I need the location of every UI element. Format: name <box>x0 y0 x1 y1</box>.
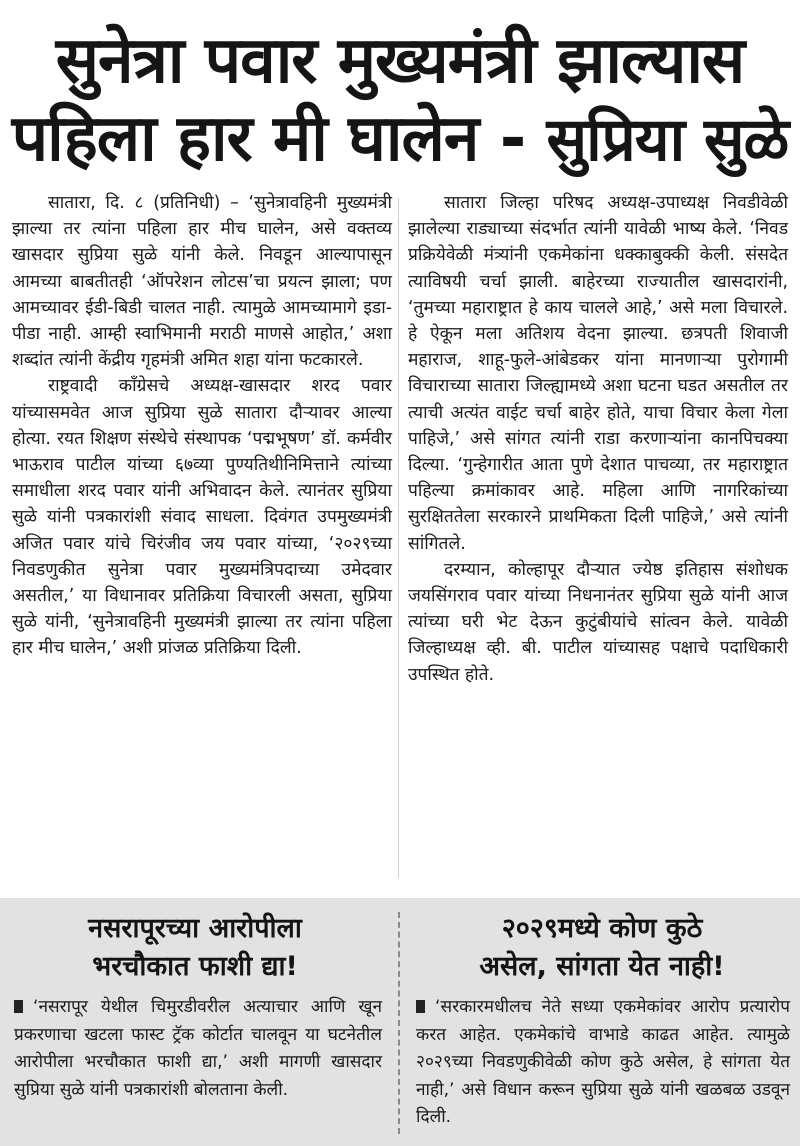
headline-line-2-main: पहिला हार मी घालेन - <box>11 102 547 177</box>
article-paragraph: दरम्यान, कोल्हापूर दौऱ्यात ज्येष्ठ इतिहास संशोधक जयसिंगराव पवार यांच्या निधनानंतर सुप्रिया सुळे यांनी आज त्यांच्या घरी भेट देऊन कुटुंबीयांचे सांत्वन केले. यावेळी जिल्हाध्यक्ष व्ही. बी. पाटील यांच्यासह पक्षाचे पदाधिकारी उपस्थित होते. <box>408 559 788 685</box>
article-column-left <box>12 190 392 662</box>
sidebar-box-title <box>0 910 390 986</box>
headline-line-2 <box>0 100 800 178</box>
square-bullet-icon <box>14 1000 23 1013</box>
article-paragraph: राष्ट्रवादी काँग्रेसचे अध्यक्ष-खासदार शरद पवार यांच्यासमवेत आज सुप्रिया सुळे सातारा दौऱ्यावर आल्या होत्या. रयत शिक्षण संस्थेचे संस्थापक ‘पद्मभूषण’ डॉ. कर्मवीर भाऊराव पाटील यांच्या ६७व्या पुण्यतिथीनिमित्ताने त्यांच्या समाधीला शरद पवार यांनी अभिवादन केले. त्यानंतर सुप्रिया सुळे यांनी पत्रकारांशी संवाद साधला. दिवंगत उपमुख्यमंत्री अजित पवार यांचे चिरंजीव जय पवार यांच्या, ‘२०२९च्या निवडणुकीत सुनेत्रा पवार मुख्यमंत्रिपदाच्या उमेदवार असतील,’ या विधानावर प्रतिक्रिया विचारली असता, सुप्रिया सुळे यांनी, ‘सुनेत्रावहिनी मुख्यमंत्री झाल्या तर त्यांना पहिला हार मीच घालेन,’ अशी प्रांजळ प्रतिक्रिया दिली. <box>12 376 392 659</box>
headline-byline-name: सुप्रिया सुळे <box>546 105 789 176</box>
square-bullet-icon <box>416 1000 425 1013</box>
headline <box>0 22 800 178</box>
sidebar-box-title-line: नसरापूरच्या आरोपीला <box>88 913 302 944</box>
sidebar-box-body <box>416 994 790 1132</box>
sidebar-box-title-line: २०२९मध्ये कोण कुठे <box>501 913 703 944</box>
column-divider <box>398 198 399 878</box>
headline-line-1: सुनेत्रा पवार मुख्यमंत्री झाल्यास <box>55 24 745 98</box>
article-paragraph: सातारा जिल्हा परिषद अध्यक्ष-उपाध्यक्ष निवडीवेळी झालेल्या राड्याच्या संदर्भात त्यांनी यावेळी भाष्य केले. ‘निवड प्रक्रियेवेळी मंत्र्यांनी एकमेकांना धक्काबुक्की केली. संसदेत त्याविषयी चर्चा झाली. बाहेरच्या राज्यातील खासदारांनी, ‘तुमच्या महाराष्ट्रात हे काय चालले आहे,’ असे मला विचारले. हे ऐकून मला अतिशय वेदना झाल्या. छत्रपती शिवाजी महाराज, शाहू-फुले-आंबेडकर यांना मानणाऱ्या पुरोगामी विचाराच्या सातारा जिल्ह्यामध्ये अशा घटना घडत असतील तर त्याची अत्यंत वाईट चर्चा बाहेर होते, याचा विचार केला गेला पाहिजे,’ असे सांगत त्यांनी राडा करणाऱ्यांना कानपिचक्या दिल्या. ‘गुन्हेगारीत आता पुणे देशात पाचव्या, तर महाराष्ट्रात पहिल्या क्रमांकावर आहे. महिला आणि नागरिकांच्या सुरक्षिततेला सरकारने प्राथमिकता दिली पाहिजे,’ असे त्यांनी सांगितले. <box>408 193 788 554</box>
dashed-divider <box>398 912 400 1134</box>
sidebar-box-text: ‘नसरापूर येथील चिमुरडीवरील अत्याचार आणि खून प्रकरणाचा खटला फास्ट ट्रॅक कोर्टात चालवून या घटनेतील आरोपीला भरचौकात फाशी द्या,’ अशी मागणी खासदार सुप्रिया सुळे यांनी पत्रकारांशी बोलताना केली. <box>14 997 382 1100</box>
sidebar-box-right <box>404 898 800 1146</box>
article-body <box>0 190 800 890</box>
sidebar-box-body <box>14 994 382 1104</box>
article-paragraph: सातारा, दि. ८ (प्रतिनिधी) – ‘सुनेत्रावहिनी मुख्यमंत्री झाल्या तर त्यांना पहिला हार मीच घालेन, असे वक्तव्य खासदार सुप्रिया सुळे यांनी केले. निवडून आल्यापासून आमच्या बाबतीतही ‘ऑपरेशन लोटस’चा प्रयत्न झाला; पण आमच्यावर ईडी-बिडी चालत नाही. त्यामुळे आमच्यामागे इडा-पीडा नाही. आम्ही स्वाभिमानी मराठी माणसे आहोत,’ अशा शब्दांत त्यांनी केंद्रीय गृहमंत्री अमित शहा यांना फटकारले. <box>12 193 392 371</box>
sidebar-box-title-line: असेल, सांगता येत नाही! <box>479 951 725 982</box>
sidebar-box-title-line: भरचौकात फाशी द्या! <box>92 951 298 982</box>
sidebar-box-left <box>0 898 390 1146</box>
sidebar-box-text: ‘सरकारमधीलच नेते सध्या एकमेकांवर आरोप प्रत्यारोप करत आहेत. एकमेकांचे वाभाडे काढत आहेत. त्यामुळे २०२९च्या निवडणुकीवेळी कोण कुठे असेल, हे सांगता येत नाही,’ असे विधान करून सुप्रिया सुळे यांनी खळबळ उडवून दिली. <box>416 997 790 1127</box>
sidebar-boxes <box>0 898 800 1146</box>
sidebar-box-title <box>404 910 800 986</box>
article-column-right <box>408 190 788 688</box>
